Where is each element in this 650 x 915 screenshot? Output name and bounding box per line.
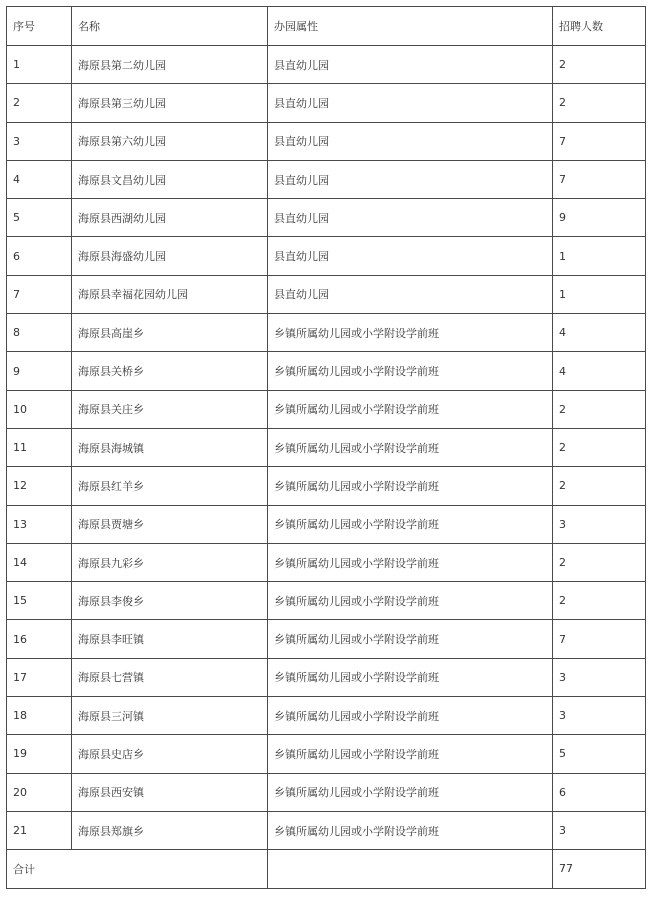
table-total-row (7, 850, 646, 888)
cell-serial-no: 8 (7, 314, 72, 352)
cell-recruit-count: 2 (553, 582, 646, 620)
cell-name: 海原县史店乡 (72, 735, 268, 773)
table-row (7, 122, 646, 160)
cell-name: 海原县三河镇 (72, 697, 268, 735)
cell-recruit-count: 4 (553, 352, 646, 390)
table-row (7, 199, 646, 237)
cell-serial-no: 21 (7, 811, 72, 849)
cell-name: 海原县西安镇 (72, 773, 268, 811)
cell-school-type: 县直幼儿园 (268, 160, 553, 198)
cell-school-type: 乡镇所属幼儿园或小学附设学前班 (268, 697, 553, 735)
table-header-row (7, 7, 646, 46)
table-row (7, 84, 646, 122)
table-row (7, 160, 646, 198)
cell-school-type: 乡镇所属幼儿园或小学附设学前班 (268, 620, 553, 658)
cell-serial-no: 12 (7, 467, 72, 505)
table-row (7, 735, 646, 773)
cell-school-type: 县直幼儿园 (268, 122, 553, 160)
recruitment-table (6, 6, 646, 889)
table-row (7, 811, 646, 849)
table-row (7, 352, 646, 390)
cell-recruit-count: 1 (553, 237, 646, 275)
cell-name: 海原县红羊乡 (72, 467, 268, 505)
cell-recruit-count: 3 (553, 658, 646, 696)
cell-recruit-count: 4 (553, 314, 646, 352)
cell-name: 海原县第二幼儿园 (72, 46, 268, 84)
table-row (7, 314, 646, 352)
cell-school-type: 乡镇所属幼儿园或小学附设学前班 (268, 811, 553, 849)
cell-recruit-count: 7 (553, 122, 646, 160)
cell-name: 海原县郑旗乡 (72, 811, 268, 849)
cell-name: 海原县西湖幼儿园 (72, 199, 268, 237)
cell-serial-no: 15 (7, 582, 72, 620)
table-row (7, 620, 646, 658)
cell-recruit-count: 6 (553, 773, 646, 811)
cell-name: 海原县幸福花园幼儿园 (72, 275, 268, 313)
table-row (7, 543, 646, 581)
table-row (7, 773, 646, 811)
cell-serial-no: 4 (7, 160, 72, 198)
cell-school-type: 乡镇所属幼儿园或小学附设学前班 (268, 352, 553, 390)
table-row (7, 658, 646, 696)
cell-name: 海原县第三幼儿园 (72, 84, 268, 122)
total-label: 合计 (7, 850, 268, 888)
cell-serial-no: 10 (7, 390, 72, 428)
table-row (7, 275, 646, 313)
total-school-type (268, 850, 553, 888)
cell-school-type: 乡镇所属幼儿园或小学附设学前班 (268, 467, 553, 505)
cell-serial-no: 6 (7, 237, 72, 275)
table-row (7, 390, 646, 428)
cell-recruit-count: 5 (553, 735, 646, 773)
cell-serial-no: 19 (7, 735, 72, 773)
cell-recruit-count: 3 (553, 697, 646, 735)
cell-recruit-count: 3 (553, 811, 646, 849)
cell-recruit-count: 2 (553, 428, 646, 466)
table-row (7, 237, 646, 275)
cell-school-type: 乡镇所属幼儿园或小学附设学前班 (268, 428, 553, 466)
cell-recruit-count: 2 (553, 84, 646, 122)
table-row (7, 467, 646, 505)
cell-school-type: 乡镇所属幼儿园或小学附设学前班 (268, 773, 553, 811)
header-recruit-count: 招聘人数 (553, 7, 646, 46)
table-row (7, 428, 646, 466)
cell-recruit-count: 1 (553, 275, 646, 313)
cell-name: 海原县第六幼儿园 (72, 122, 268, 160)
cell-school-type: 乡镇所属幼儿园或小学附设学前班 (268, 582, 553, 620)
cell-name: 海原县李旺镇 (72, 620, 268, 658)
table-row (7, 505, 646, 543)
cell-name: 海原县海盛幼儿园 (72, 237, 268, 275)
cell-name: 海原县海城镇 (72, 428, 268, 466)
cell-school-type: 乡镇所属幼儿园或小学附设学前班 (268, 314, 553, 352)
table-row (7, 46, 646, 84)
cell-school-type: 乡镇所属幼儿园或小学附设学前班 (268, 505, 553, 543)
cell-school-type: 县直幼儿园 (268, 199, 553, 237)
cell-recruit-count: 7 (553, 160, 646, 198)
header-serial-no: 序号 (7, 7, 72, 46)
cell-serial-no: 7 (7, 275, 72, 313)
cell-name: 海原县关庄乡 (72, 390, 268, 428)
cell-school-type: 乡镇所属幼儿园或小学附设学前班 (268, 735, 553, 773)
cell-school-type: 县直幼儿园 (268, 237, 553, 275)
cell-recruit-count: 2 (553, 543, 646, 581)
cell-name: 海原县七营镇 (72, 658, 268, 696)
cell-name: 海原县贾塘乡 (72, 505, 268, 543)
cell-serial-no: 1 (7, 46, 72, 84)
cell-school-type: 县直幼儿园 (268, 46, 553, 84)
cell-recruit-count: 2 (553, 390, 646, 428)
cell-recruit-count: 2 (553, 467, 646, 505)
cell-serial-no: 17 (7, 658, 72, 696)
cell-name: 海原县高崖乡 (72, 314, 268, 352)
cell-serial-no: 20 (7, 773, 72, 811)
cell-name: 海原县文昌幼儿园 (72, 160, 268, 198)
cell-serial-no: 13 (7, 505, 72, 543)
cell-serial-no: 2 (7, 84, 72, 122)
cell-school-type: 乡镇所属幼儿园或小学附设学前班 (268, 390, 553, 428)
cell-serial-no: 3 (7, 122, 72, 160)
cell-name: 海原县九彩乡 (72, 543, 268, 581)
cell-school-type: 县直幼儿园 (268, 275, 553, 313)
header-name: 名称 (72, 7, 268, 46)
cell-name: 海原县关桥乡 (72, 352, 268, 390)
cell-serial-no: 9 (7, 352, 72, 390)
header-school-type: 办园属性 (268, 7, 553, 46)
cell-name: 海原县李俊乡 (72, 582, 268, 620)
cell-school-type: 乡镇所属幼儿园或小学附设学前班 (268, 543, 553, 581)
cell-recruit-count: 2 (553, 46, 646, 84)
cell-recruit-count: 7 (553, 620, 646, 658)
cell-serial-no: 5 (7, 199, 72, 237)
recruitment-table-container (6, 6, 646, 889)
table-row (7, 582, 646, 620)
cell-serial-no: 11 (7, 428, 72, 466)
cell-recruit-count: 9 (553, 199, 646, 237)
table-row (7, 697, 646, 735)
cell-serial-no: 14 (7, 543, 72, 581)
cell-school-type: 乡镇所属幼儿园或小学附设学前班 (268, 658, 553, 696)
cell-serial-no: 18 (7, 697, 72, 735)
cell-recruit-count: 3 (553, 505, 646, 543)
total-recruit-count: 77 (553, 850, 646, 888)
cell-serial-no: 16 (7, 620, 72, 658)
cell-school-type: 县直幼儿园 (268, 84, 553, 122)
